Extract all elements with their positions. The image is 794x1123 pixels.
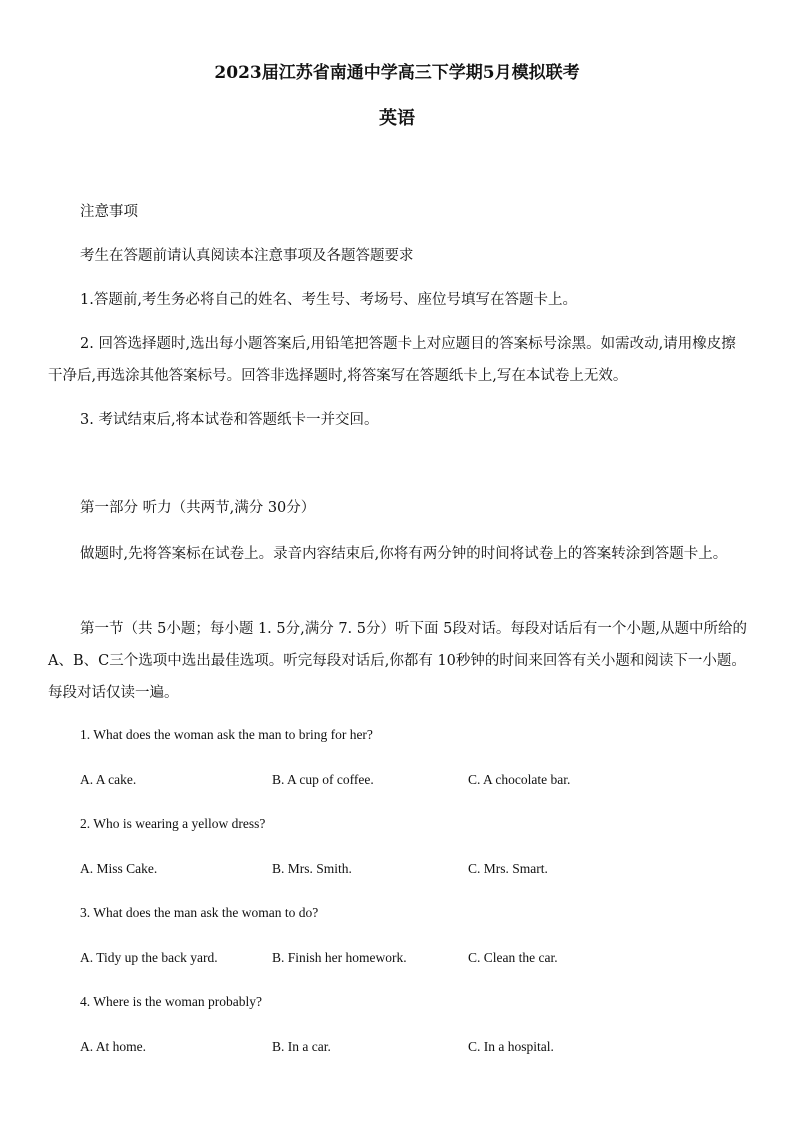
question-4-options — [0, 1039, 794, 1059]
question-3-options — [0, 950, 794, 970]
notice-heading: 注意事项 — [80, 204, 138, 220]
option-a: A. At home. — [80, 1039, 146, 1054]
notice-item-3: 3. 考试结束后,将本试卷和答题纸卡一并交回。 — [80, 412, 379, 428]
question-4: 4. Where is the woman probably? — [80, 994, 262, 1009]
option-b: B. A cup of coffee. — [272, 772, 374, 787]
subject-title: 英语 — [379, 108, 415, 129]
notice-intro: 考生在答题前请认真阅读本注意事项及各题答题要求 — [80, 248, 414, 264]
question-2-options — [0, 861, 794, 881]
notice-item-1: 1.答题前,考生务必将自己的姓名、考生号、考场号、座位号填写在答题卡上。 — [80, 292, 577, 308]
option-a: A. A cake. — [80, 772, 137, 787]
part1-instruction: 做题时,先将答案标在试卷上。录音内容结束后,你将有两分钟的时间将试卷上的答案转涂到答题卡上。 — [80, 546, 728, 562]
question-3: 3. What does the man ask the woman to do? — [80, 905, 319, 920]
option-a: A. Tidy up the back yard. — [80, 950, 218, 965]
notice-item-2: 2. 回答选择题时,选出每小题答案后,用铅笔把答题卡上对应题目的答案标号涂黑。如需改动,请用橡皮擦干净后,再选涂其他答案标号。回答非选择题时,将答案写在答题纸卡上,写在本试卷上无效。 — [48, 336, 736, 384]
option-c: C. Clean the car. — [468, 950, 558, 965]
question-2: 2. Who is wearing a yellow dress? — [80, 816, 266, 831]
option-c: C. In a hospital. — [468, 1039, 554, 1054]
option-c: C. Mrs. Smart. — [468, 861, 548, 876]
section1-instruction: 第一节（共 5小题；每小题 1. 5分,满分 7. 5分）听下面 5段对话。每段对话后有一个小题,从题中所给的 A、B、C三个选项中选出最佳选项。听完每段对话后,你都有 10秒钟的时间来回答有关小题和阅读下一小题。每段对话仅读一遍。 — [48, 621, 747, 701]
question-1: 1. What does the woman ask the man to bring for her? — [80, 727, 373, 742]
option-b: B. In a car. — [272, 1039, 331, 1054]
exam-title: 2023届江苏省南通中学高三下学期5月模拟联考 — [214, 63, 580, 83]
question-1-options — [0, 772, 794, 792]
option-a: A. Miss Cake. — [80, 861, 158, 876]
part1-heading: 第一部分 听力（共两节,满分 30分） — [80, 500, 316, 516]
option-b: B. Mrs. Smith. — [272, 861, 352, 876]
option-b: B. Finish her homework. — [272, 950, 407, 965]
option-c: C. A chocolate bar. — [468, 772, 571, 787]
